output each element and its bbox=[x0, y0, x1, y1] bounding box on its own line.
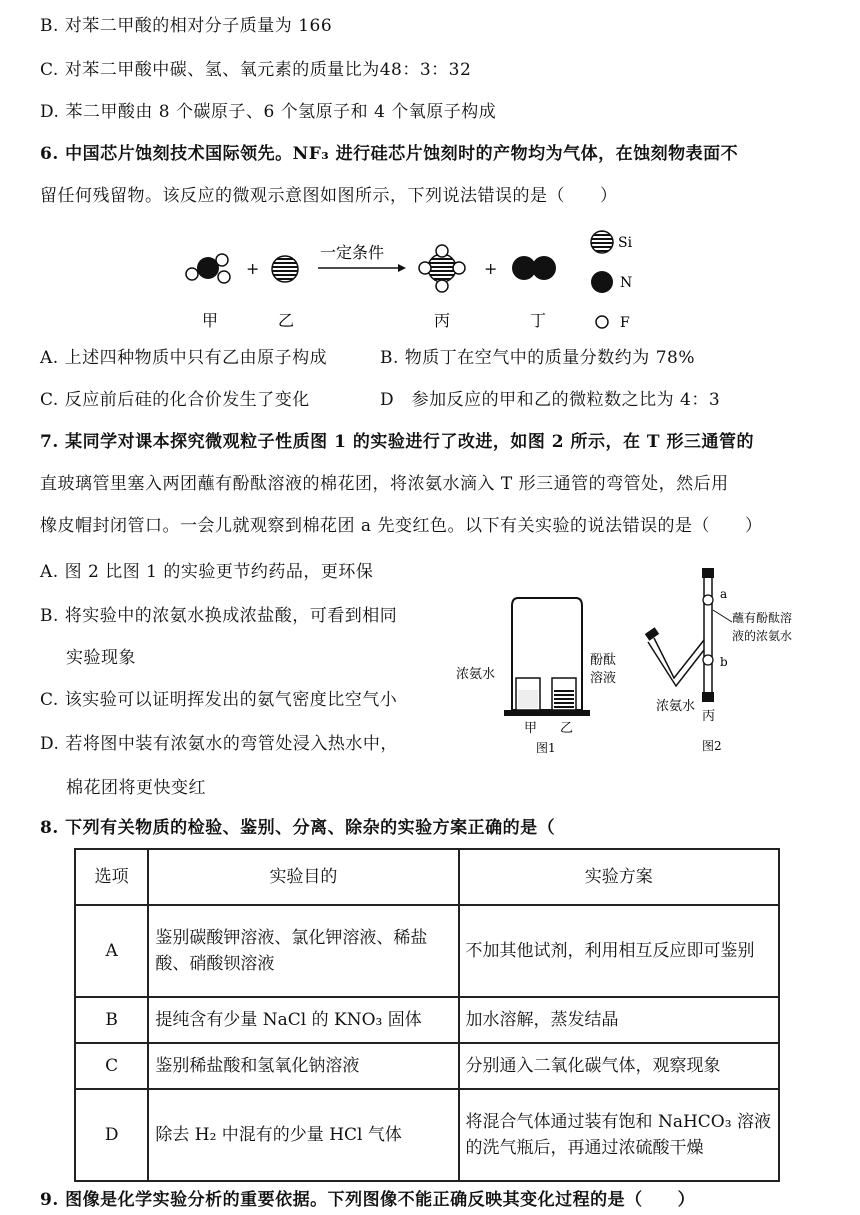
table-cell-plan: 分别通入二氧化碳气体，观察现象 bbox=[459, 1043, 779, 1089]
table-header-plan: 实验方案 bbox=[459, 849, 779, 905]
base-plate bbox=[504, 710, 590, 716]
legend-f: F bbox=[620, 315, 630, 331]
fig1-label-jia: 甲 bbox=[524, 721, 538, 736]
table-row bbox=[75, 997, 779, 1043]
q6-stem-line1: 6. 中国芯片蚀刻技术国际领先。NF₃ 进行硅芯片蚀刻时的产物均为气体，在蚀刻物表面不 bbox=[40, 144, 739, 164]
molecule-ding bbox=[512, 256, 556, 280]
table-header-goal: 实验目的 bbox=[148, 849, 458, 905]
q7-stem-line2: 直玻璃管里塞入两团蘸有酚酞溶液的棉花团，将浓氨水滴入 T 形三通管的弯管处，然后用 bbox=[40, 474, 729, 494]
fig2-label-cotton-1: 蘸有酚酞溶 bbox=[732, 611, 793, 625]
table-cell-goal: 除去 H₂ 中混有的少量 HCl 气体 bbox=[148, 1089, 458, 1181]
legend-n: N bbox=[620, 275, 633, 291]
bent-tube bbox=[654, 638, 704, 678]
fig1-label-phenol-1: 酚酞 bbox=[590, 653, 616, 668]
q7-option-c: C. 该实验可以证明挥发出的氨气密度比空气小 bbox=[40, 690, 398, 710]
table-cell-plan: 加水溶解，蒸发结晶 bbox=[459, 997, 779, 1043]
label-bing: 丙 bbox=[434, 311, 451, 330]
q7-option-b-line1: B. 将实验中的浓氨水换成浓盐酸，可看到相同 bbox=[40, 606, 398, 626]
legend-si: Si bbox=[618, 235, 633, 251]
q7-option-b-line2: 实验现象 bbox=[66, 648, 136, 668]
plus-sign-2: + bbox=[484, 259, 498, 278]
fig2-caption: 图2 bbox=[702, 739, 722, 753]
q6-option-a: A. 上述四种物质中只有乙由原子构成 bbox=[40, 348, 328, 368]
molecule-yi bbox=[272, 256, 298, 282]
q6-option-c: C. 反应前后硅的化合价发生了变化 bbox=[40, 390, 310, 410]
fig2-label-a: a bbox=[720, 587, 728, 601]
table-cell-option: B bbox=[75, 997, 148, 1043]
table-cell-option: C bbox=[75, 1043, 148, 1089]
table-cell-option: D bbox=[75, 1089, 148, 1181]
fig2-label-ammonia: 浓氨水 bbox=[656, 699, 696, 714]
reaction-condition: 一定条件 bbox=[320, 243, 385, 262]
fig1-label-ammonia: 浓氨水 bbox=[456, 667, 496, 682]
rubber-cap-top bbox=[702, 568, 714, 578]
cotton-a bbox=[703, 595, 713, 605]
molecule-bing bbox=[419, 245, 465, 292]
q6-option-b: B. 物质丁在空气中的质量分数约为 78% bbox=[380, 348, 695, 368]
arrow-head bbox=[398, 264, 406, 272]
molecule-jia bbox=[186, 254, 230, 283]
table-row bbox=[75, 1089, 779, 1181]
table-cell-plan: 将混合气体通过装有饱和 NaHCO₃ 溶液的洗气瓶后，再通过浓硫酸干燥 bbox=[459, 1089, 779, 1181]
q5-option-c: C. 对苯二甲酸中碳、氢、氧元素的质量比为48：3：32 bbox=[40, 60, 472, 80]
table-cell-option: A bbox=[75, 905, 148, 997]
experiment-table bbox=[74, 848, 780, 1182]
label-jia: 甲 bbox=[202, 311, 219, 330]
reaction-diagram bbox=[170, 222, 650, 334]
cotton-b bbox=[703, 655, 713, 665]
table-cell-plan: 不加其他试剂，利用相互反应即可鉴别 bbox=[459, 905, 779, 997]
label-yi: 乙 bbox=[278, 311, 295, 330]
q7-option-d-line1: D. 若将图中装有浓氨水的弯管处浸入热水中， bbox=[40, 734, 398, 754]
table-header-row bbox=[75, 849, 779, 905]
q7-stem-line3: 橡皮帽封闭管口。一会儿就观察到棉花团 a 先变红色。以下有关实验的说法错误的是（ ） bbox=[40, 516, 763, 536]
figure-1 bbox=[456, 590, 616, 760]
q7-option-d-line2: 棉花团将更快变红 bbox=[66, 778, 206, 798]
legend bbox=[591, 231, 633, 331]
q5-option-d: D. 苯二甲酸由 8 个碳原子、6 个氢原子和 4 个氧原子构成 bbox=[40, 102, 497, 122]
q6-option-d: D 参加反应的甲和乙的微粒数之比为 4：3 bbox=[380, 390, 721, 410]
label-ding: 丁 bbox=[530, 311, 547, 330]
q8-stem: 8. 下列有关物质的检验、鉴别、分离、除杂的实验方案正确的是（ bbox=[40, 818, 556, 838]
table-cell-goal: 提纯含有少量 NaCl 的 KNO₃ 固体 bbox=[148, 997, 458, 1043]
table-row bbox=[75, 905, 779, 997]
q9-stem: 9. 图像是化学实验分析的重要依据。下列图像不能正确反映其变化过程的是（ ） bbox=[40, 1190, 696, 1210]
q6-stem-line2: 留任何残留物。该反应的微观示意图如图所示，下列说法错误的是（ ） bbox=[40, 186, 618, 206]
q7-stem-line1: 7. 某同学对课本探究微观粒子性质图 1 的实验进行了改进，如图 2 所示，在 T 形三通管的 bbox=[40, 432, 754, 452]
figure-2 bbox=[636, 560, 836, 760]
fig2-label-bing: 丙 bbox=[702, 709, 716, 724]
fig2-label-cotton-2: 液的浓氨水 bbox=[732, 629, 793, 643]
plus-sign-1: + bbox=[246, 259, 260, 278]
rubber-cap-bottom bbox=[702, 692, 714, 702]
table-cell-goal: 鉴别稀盐酸和氢氧化钠溶液 bbox=[148, 1043, 458, 1089]
q7-option-a: A. 图 2 比图 1 的实验更节约药品，更环保 bbox=[40, 562, 374, 582]
fig1-label-yi: 乙 bbox=[560, 721, 574, 736]
fig2-label-b: b bbox=[720, 655, 728, 669]
table-header-option: 选项 bbox=[75, 849, 148, 905]
table-cell-goal: 鉴别碳酸钾溶液、氯化钾溶液、稀盐酸、硝酸钡溶液 bbox=[148, 905, 458, 997]
q5-option-b: B. 对苯二甲酸的相对分子质量为 166 bbox=[40, 16, 333, 36]
table-row bbox=[75, 1043, 779, 1089]
fig1-caption: 图1 bbox=[536, 741, 556, 755]
fig1-label-phenol-2: 溶液 bbox=[590, 671, 616, 686]
